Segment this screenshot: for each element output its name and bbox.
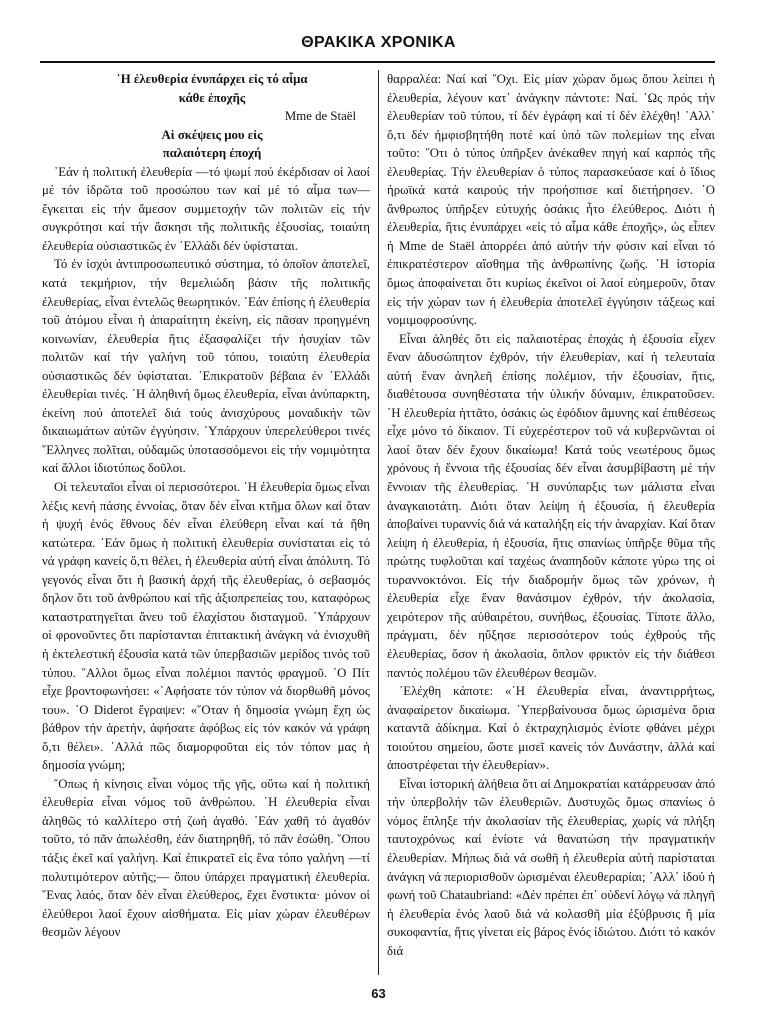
epigraph-author: Mme de Staël — [284, 109, 356, 124]
journal-title: ΘΡΑΚΙΚΑ ΧΡΟΝΙΚΑ — [301, 34, 456, 51]
paragraph: ᾿Ελέχθη κάποτε: «῾Η ἐλευθερία εἶναι, ἀναντιρρήτως, ἀναφαίρετον δικαίωμα. ῾Υπερβαίνουσα ὅμως ὡρισμένα ὅρια καταντᾶ ἀδίκημα. Καί ὁ ἐκτραχηλισμός ἐνίοτε φθάνει μέχρι τοιούτου σημείου, ὥστε μισεῖ κανείς τόν Δυνάστην, ἀλλά καί ἀποστρέφεται τήν ἐλευθερίαν». — [387, 684, 715, 773]
paragraph: Εἶναι ἱστορική ἀλήθεια ὅτι αἱ Δημοκρατίαι κατάρρευσαν ἀπό τήν ὑπερβολήν τῶν ἐλευθεριῶν. Δυστυχῶς ὅμως σπανίως ὁ νόμος ἔπληξε τήν ἀκολασίαν τῆς ἐλευθερίας, χωρίς νά πλήξη ταυτοχρόνως καί ἐνίοτε νά θανατώση τήν πραγματικήν ἐλευθερίαν. Μήπως διά νά σωθῆ ἡ ἐλευθερία αὐτή παρίσταται ἀνάγκη νά περιορισθοῦν ὡρισμέναι ἐλευθεραρίαι; ᾿Αλλ᾿ ἰδού ἡ φωνή τοῦ Chataubriand: «Δέν πρέπει ἐπ᾿ οὐδενί λόγῳ νά πληγῆ ἡ ἐλευθερία ἑνός λαοῦ διά νά κολασθῆ μία ἐξύβρυσις ἤ μία συκοφαντία, ἥτις γίνεται εἰς βάρος ἑνός ἰδιώτου. Διότι τό κακόν διά — [387, 776, 715, 958]
paragraph: ᾿Εάν ἡ πολιτική ἐλευθερία —τό ψωμί πού ἐκέρδισαν οἱ λαοί μέ τόν ἱδρῶτα τοῦ προσώπου των καί μέ τό αἷμα των— ἔγκειται εἰς τήν ἄμεσον συμμετοχήν τῶν πολιτῶν εἰς τήν συγκρότησι καί τήν ἄσκησι τῆς πολιτικῆς ἐξουσίας, τοιαύτη ἐλευθερία οὐσιαστικῶς ἐν ῾Ελλάδι δέν ὑφίσταται. — [42, 164, 370, 253]
right-column — [387, 70, 715, 960]
paragraph: Οἱ τελευταῖοι εἶναι οἱ περισσότεροι. ῾Η ἐλευθερία ὅμως εἶναι λέξις κενή πάσης ἐννοίας, ὅταν δέν εἶναι κτῆμα ὅλων καί ὅταν ἡ ψυχή ἑνός ἔθνους δέν εἶναι ἐλεύθερη εἶναι καί τά ἤθη κατώτερα. ᾿Εάν ὅμως ἡ πολιτική ἐλευθερία συνίσταται εἰς τό νά γράφη κανείς ὅ,τι θέλει, ἡ ἐλευθερία αὐτή εἶναι ἀπόλυτη. Τό γεγονός εἶναι ὅτι ἡ βασική ἀρχή τῆς ἐλευθερίας, ὁ σεβασμός δηλον ὅτι τοῦ ἀνθρώπου καί τῆς ἀξιοπρεπείας του, καταφόρως καταστρατηγεῖται ἄνευ τοῦ ἐλαχίστου δισταγμοῦ. ῾Υπάρχουν οἱ φρονοῦντες ὅτι παρίστανται ἐπιτακτική ἀνάγκη νά ἐνισχυθῆ ἡ ἐκτελεστική ἐξουσία κατά τῶν ὑπερβασιῶν μερίδος τινός τοῦ τύπου. ῎Αλλοι ὅμως εἶναι πολέμιοι παντός φραγμοῦ. ῾Ο Πίτ εἶχε βροντοφωνήσει: «᾿Αφήσατε τόν τύπον νά διορθωθῆ μόνος του». ῾Ο Diderot ἔγραψεν: «῞Οταν ἡ δημοσία γνώμη ἔχη ὡς βάθρον τήν ἀρετήν, ἀφήσατε ἀφόβως εἰς τόν κακόν νά γράφη ὅ,τι θέλει». ᾿Αλλά πῶς διαμορφοῦται εἰς τόν τόπον μας ἡ δημοσία γνώμη; — [42, 480, 370, 773]
section-heading-line-2: παλαιότερη ἐποχή — [162, 146, 262, 161]
section-heading-line-1: Αἱ σκέψεις μου εἰς — [161, 127, 263, 142]
paragraph: ῞Οπως ἡ κίνησις εἶναι νόμος τῆς γῆς, οὕτω καί ἡ πολιτική ἐλευθερία εἶναι νόμος τοῦ ἀνθρώπου. ῾Η ἐλευθερία εἶναι ἀληθῶς τό καλλίτερο στή ζωή ἀγαθό. ᾿Εάν χαθῆ τό ἀγαθόν τοῦτο, τό πᾶν ἀπωλέσθη, ἐάν διατηρηθῆ, τό πᾶν ἐσώθη. ῞Οπου τάξις ἐκεῖ καί γαλήνη. Καί ἐπικρατεῖ εἰς ἕνα τόπο γαλήνη —τί πολυτιμότερον αὐτῆς;— ὅπου ὑπάρχει πραγματική ἐλευθερία. ῞Ενας λαός, ὅταν δέν εἶναι ἐλεύθερος, ἔχει ἔνστικτα· μόνον οἱ ἐλεύθεροι λαοί ἔχουν αἰσθήματα. Εἰς μίαν χώραν ἐλευθέρων θεσμῶν λέγουν — [42, 776, 370, 940]
column-divider — [378, 70, 379, 975]
epigraph-line-1: ῾Η ἐλευθερία ἐνυπάρχει εἰς τό αἷμα — [116, 72, 308, 86]
epigraph-line-2: κάθε ἐποχῆς — [178, 90, 246, 105]
paragraph: Εἶναι ἀληθές ὅτι εἰς παλαιοτέρας ἐποχάς ἡ ἐξουσία εἶχεν ἕναν ἀδυσώπητον ἐχθρόν, τήν ἐλευθερίαν, καί ἡ τελευταία αὐτή ἕναν ἀνηλεῆ ἐπίσης πολέμιον, τήν ἐξουσίαν, ἥτις, διαθέτουσα συνηθέστατα τήν ὑλικήν δύναμιν, ἐπικρατοῦσεν. ῾Η ἐλευθερία ἡττᾶτο, ὁσάκις ὡς ἐφόδιον ἄμυνης καί ἐπιθέσεως εἶχε μόνο τό δίκαιον. Τί εὐχερέστερον τοῦ νά κυβερνῶνται οἱ λαοί ὅταν δέν ἔχουν δικαίωμα! Κατά τούς νεωτέρους ὅμως χρόνους ἡ ἔννοια τῆς ἐξουσίας δέν εἶναι ἀσυμβίβαστη μέ τήν ἔννοιαν τῆς ἐλευθερίας. ῾Η συνύπαρξις των μάλιστα εἶναι ἀναγκαιοτάτη. Διότι ὅταν λείψη ἡ ἐξουσία, ἡ ἐλευθερία ἀποβαίνει τυραννίς διά νά καταλήξη εἰς τήν ἀναρχίαν. Καί ὅταν λείψη ἡ ἐλευθερία, ἡ ἐξουσία, ἥτις σπανίως ὑπῆρξε θῦμα τῆς πρώτης τυφλοῦται καί ταχέως ἀναπηδοῦν κάποτε γύρω της οἱ τυραννοκτόνοι. Εἰς τήν διαδρομήν ὅμως τῶν χρόνων, ἡ ἐλευθερία εἶχε ἕναν θανάσιμον ἐχθρόν, τήν ἀκολασία, χειρότερον τῆς αὐθαιρέτου, συνήθως, ἐξουσίας. Τίποτε ἄλλο, πράγματι, δέν ηὔξησε περισσότερον τούς ἐχθρούς τῆς ἐλευθερίας, ὅσον ἡ ἀκολασία, ὅπλον φρικτόν εἰς τήν διάθεσι παντός πολέμου τῶν ἐλευθέρων θεσμῶν. — [387, 331, 715, 680]
left-column — [42, 70, 370, 942]
paragraph: Τό ἐν ἰσχύι ἀντιπροσωπευτικό σύστημα, τό ὁποῖον ἀποτελεῖ, κατά τεκμήριον, τήν θεμελιώδη βάσιν τῆς πολιτικῆς ἐλευθερίας, εἶναι ἐντελῶς θεωρητικόν. ᾿Εάν ἐπίσης ἡ ἐλευθερία τοῦ ἀτόμου εἶναι ἡ ἀπαραίτητη ἐκείνη, εἰς πᾶσαν προηγμένη κοινωνίαν, ἐλευθερία ἥτις ἐξασφαλίζει τήν ἡσυχίαν τῶν πολιτῶν καί τήν γαλήνη τοῦ τόπου, τοιαύτη ἐλευθερία οὐσιαστικῶς δέν ὑφίσταται. ᾿Επικρατοῦν βέβαια ἐν ῾Ελλάδι ἐλευθερίαι τινές. ῾Η ἀληθινή ὅμως ἐλευθερία, εἶναι ἀνύπαρκτη, ἐκείνη πού ἀποτελεῖ διά τούς ἀνισχύρους μοναδικήν τῶν δικαιωμάτων αὐτῶν ἐγγύησιν. ῾Υπάρχουν ὑπερελεύθεροι τινές ῞Ελληνες πολῖται, οὐδαμῶς ὑποτασσόμενοι εἰς τήν νομιμότητα καί ἄλλοι ἰδιοτύπως δοῦλοι. — [42, 257, 370, 476]
header-rule — [40, 61, 715, 63]
page-number: 63 — [371, 986, 386, 1001]
paragraph-continued: θαρραλέα: Ναί καί ῎Οχι. Εἰς μίαν χώραν ὅμως ὅπου λείπει ἡ ἐλευθερία, λέγουν κατ᾿ ἀνάγκην πάντοτε: Ναί. ῾Ως πρός τήν ἐλευθερίαν τοῦ τύπου, τί δέν ἐγράφη καί τί δέν ἐλέχθη! ᾿Αλλ᾿ ὅ,τι δέν ἠμφισβητήθη ποτέ καί ὑπό τῶν πολεμίων της εἶναι τοῦτο: ῞Οτι ὁ τύπος ὑπῆρξεν ἀνέκαθεν πηγή καί καρπός τῆς ἐλευθερίας. Τήν ἐλευθερίαν ὁ τύπος παρασκεύασε καί ὁ ἴδιος ἡρωϊκά κατά καιρούς τήν προήσπισε καί διετήρησεν. ῾Ο ἄνθρωπος ὑπῆρξεν εὐτυχής ὁσάκις ἦτο ἐλεύθερος. Διότι ἡ ἐλευθερία, ἥτις ἐνυπάρχει «εἰς τό αἷμα κάθε ἐποχῆς», ὡς εἶπεν ἡ Mme de Staël ἀπορρέει ἀπό αὐτήν τήν φύσιν καί εἶναι τό ἐπικρατέστερον αἴσθημα τῆς ἀνθρωπίνης ζωῆς. ῾Η ἱστορία ὅμως ἀποφαίνεται ὅτι κυρίως ἐκεῖνοι οἱ λαοί εὐημεροῦν, ὅταν εἰς τήν χώραν των ἡ ἐλευθερία ἀποτελεῖ ἐγγύησιν τάξεως καί νομιμοφροσύνης. — [387, 72, 715, 328]
